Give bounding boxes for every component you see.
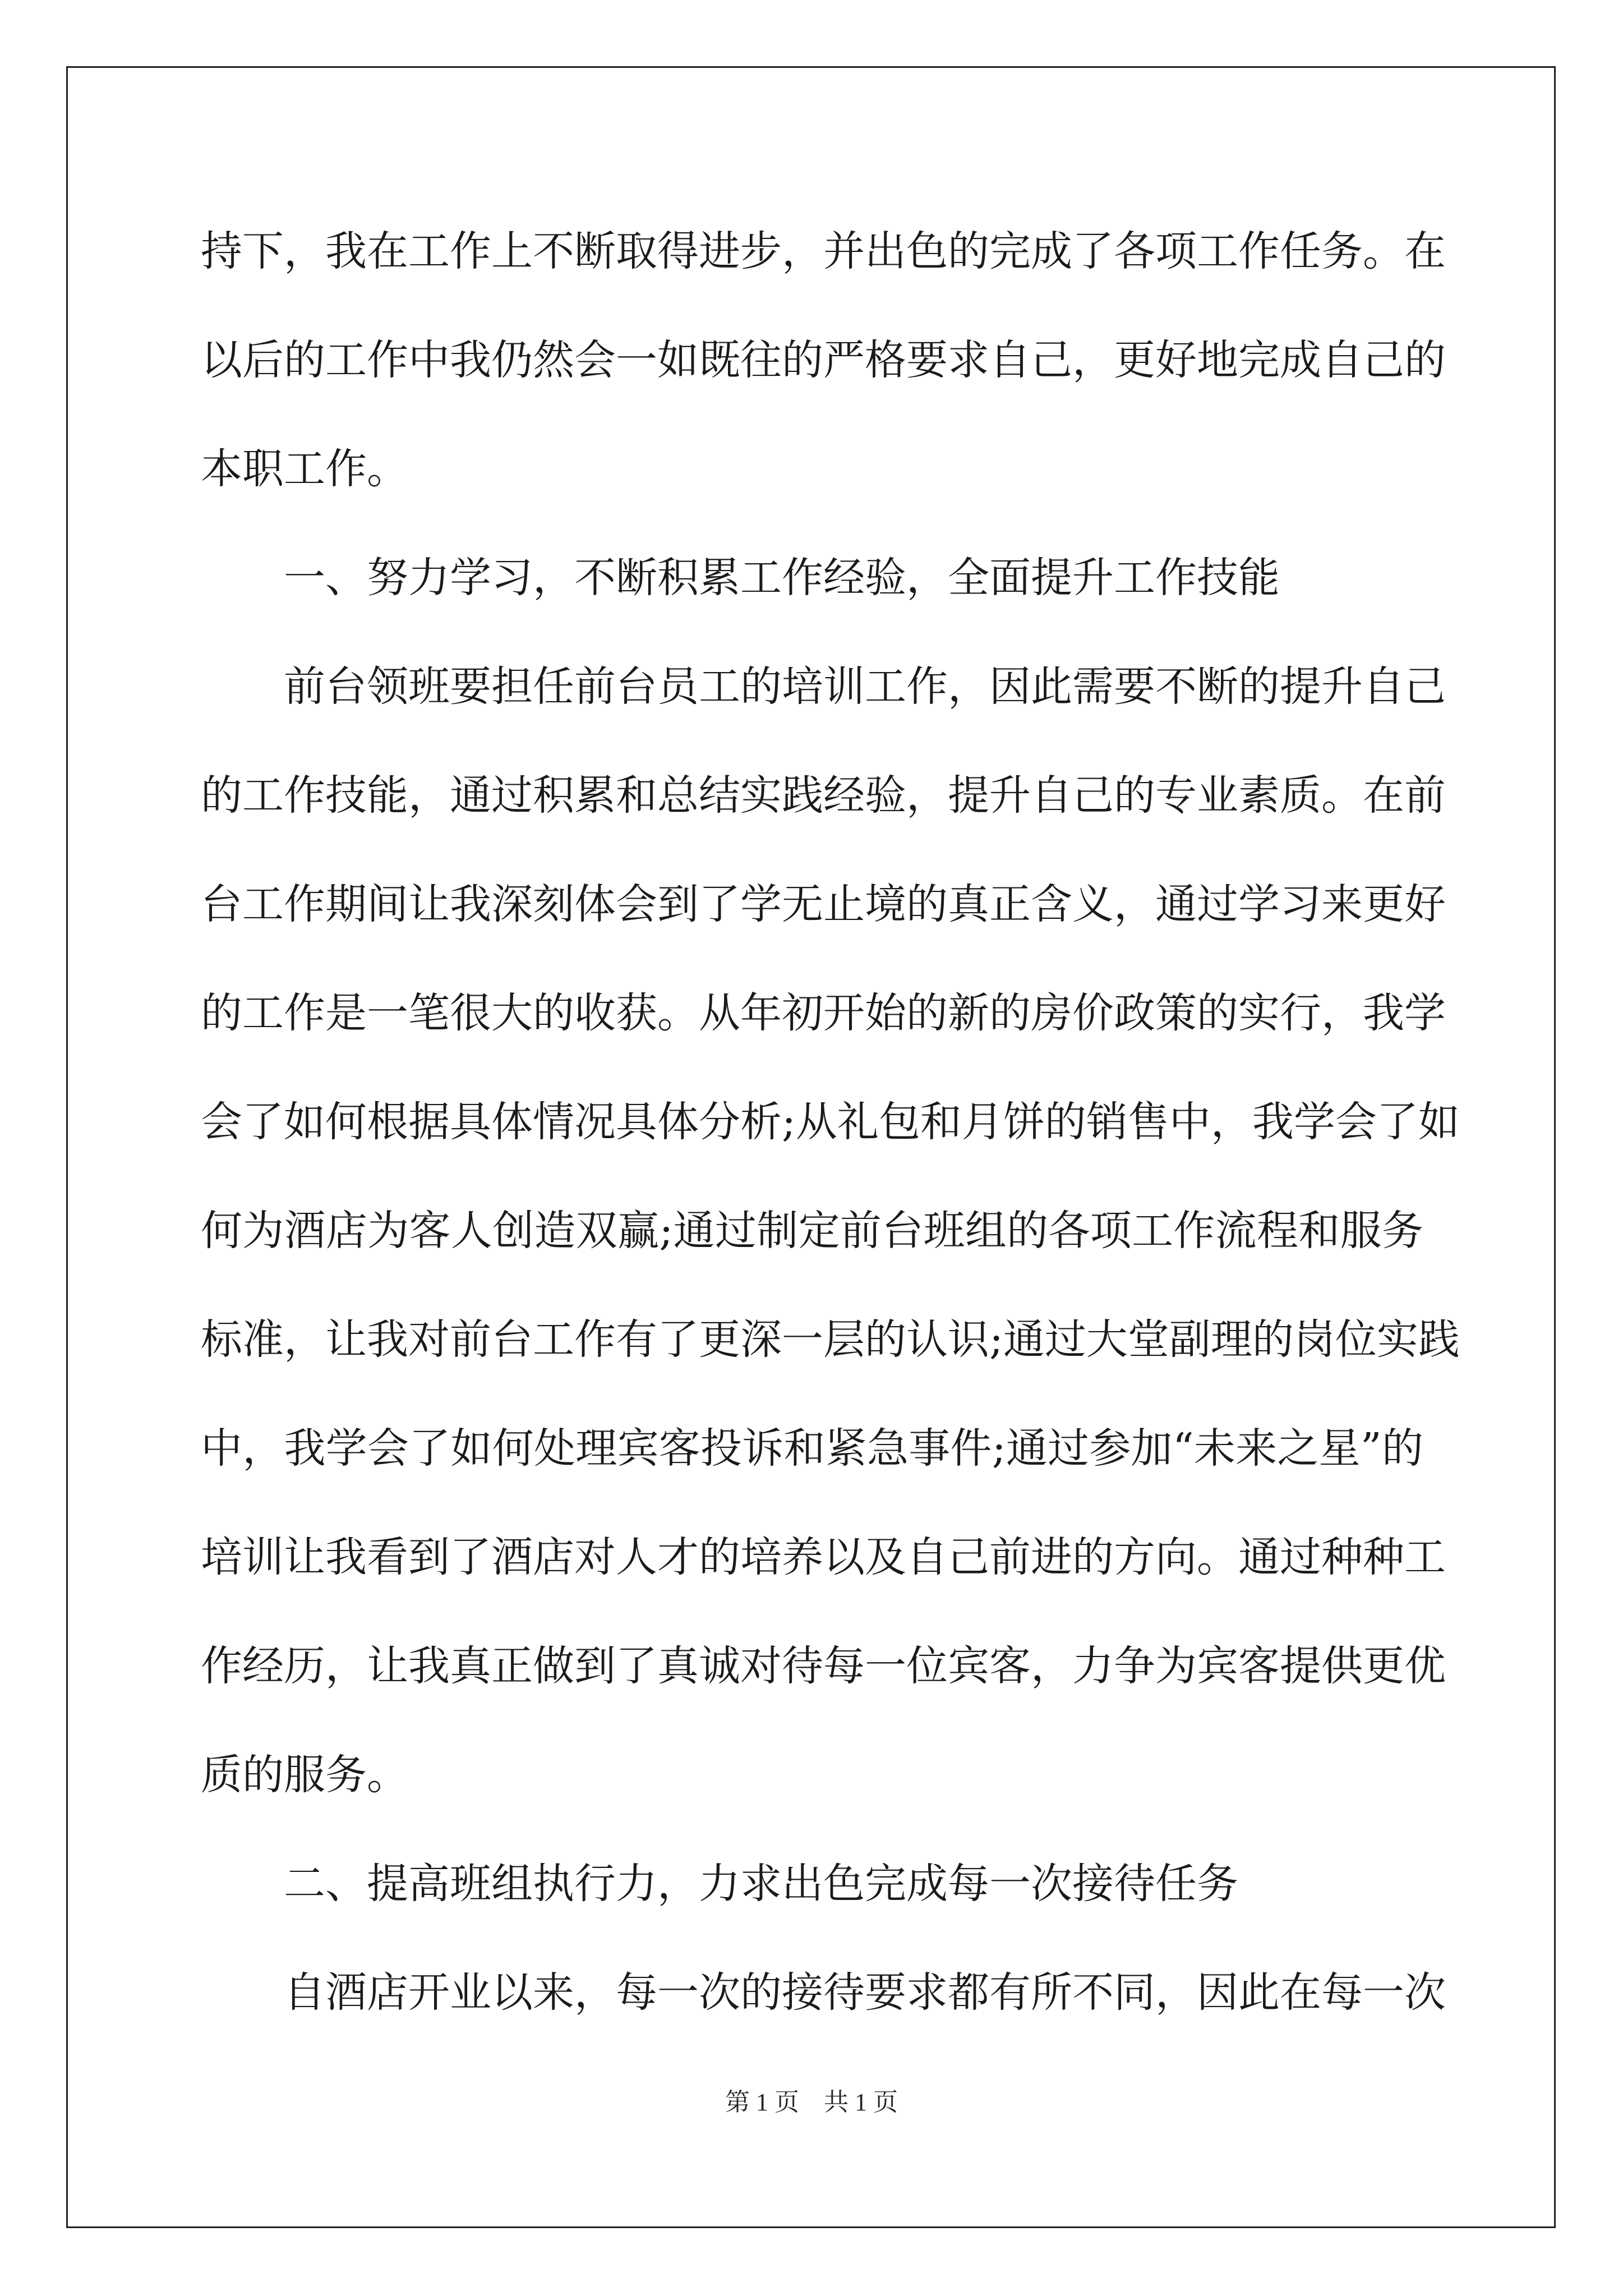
paragraph-line: 标准，让我对前台工作有了更深一层的认识;通过大堂副理的岗位实践 [201, 1315, 1460, 1364]
paragraph-line: 台工作期间让我深刻体会到了学无止境的真正含义，通过学习来更好 [201, 880, 1446, 928]
paragraph-line: 以后的工作中我仍然会一如既往的严格要求自己，更好地完成自己的 [201, 336, 1446, 384]
paragraph-line: 前台领班要担任前台员工的培训工作，因此需要不断的提升自己 [284, 662, 1446, 711]
section-heading: 二、提高班组执行力，力求出色完成每一次接待任务 [284, 1860, 1238, 1908]
paragraph-line: 的工作是一笔很大的收获。从年初开始的新的房价政策的实行，我学 [201, 989, 1446, 1037]
paragraph-line: 作经历，让我真正做到了真诚对待每一位宾客，力争为宾客提供更优 [201, 1642, 1446, 1690]
paragraph-line: 质的服务。 [201, 1751, 408, 1799]
paragraph-line: 培训让我看到了酒店对人才的培养以及自己前进的方向。通过种种工 [201, 1533, 1446, 1581]
paragraph-line: 何为酒店为客人创造双赢;通过制定前台班组的各项工作流程和服务 [201, 1207, 1423, 1255]
paragraph-line: 本职工作。 [201, 445, 408, 493]
paragraph-line: 自酒店开业以来，每一次的接待要求都有所不同，因此在每一次 [284, 1968, 1446, 2017]
section-heading: 一、努力学习，不断积累工作经验，全面提升工作技能 [284, 554, 1280, 602]
paragraph-line: 会了如何根据具体情况具体分析;从礼包和月饼的销售中，我学会了如 [201, 1098, 1460, 1146]
paragraph-line: 持下，我在工作上不断取得进步，并出色的完成了各项工作任务。在 [201, 227, 1446, 275]
page-footer: 第 1 页 共 1 页 [725, 2088, 898, 2116]
document-body [201, 218, 1460, 2068]
paragraph-line: 中，我学会了如何处理宾客投诉和紧急事件;通过参加“未来之星”的 [201, 1424, 1423, 1473]
paragraph-line: 的工作技能，通过积累和总结实践经验，提升自己的专业素质。在前 [201, 771, 1446, 820]
